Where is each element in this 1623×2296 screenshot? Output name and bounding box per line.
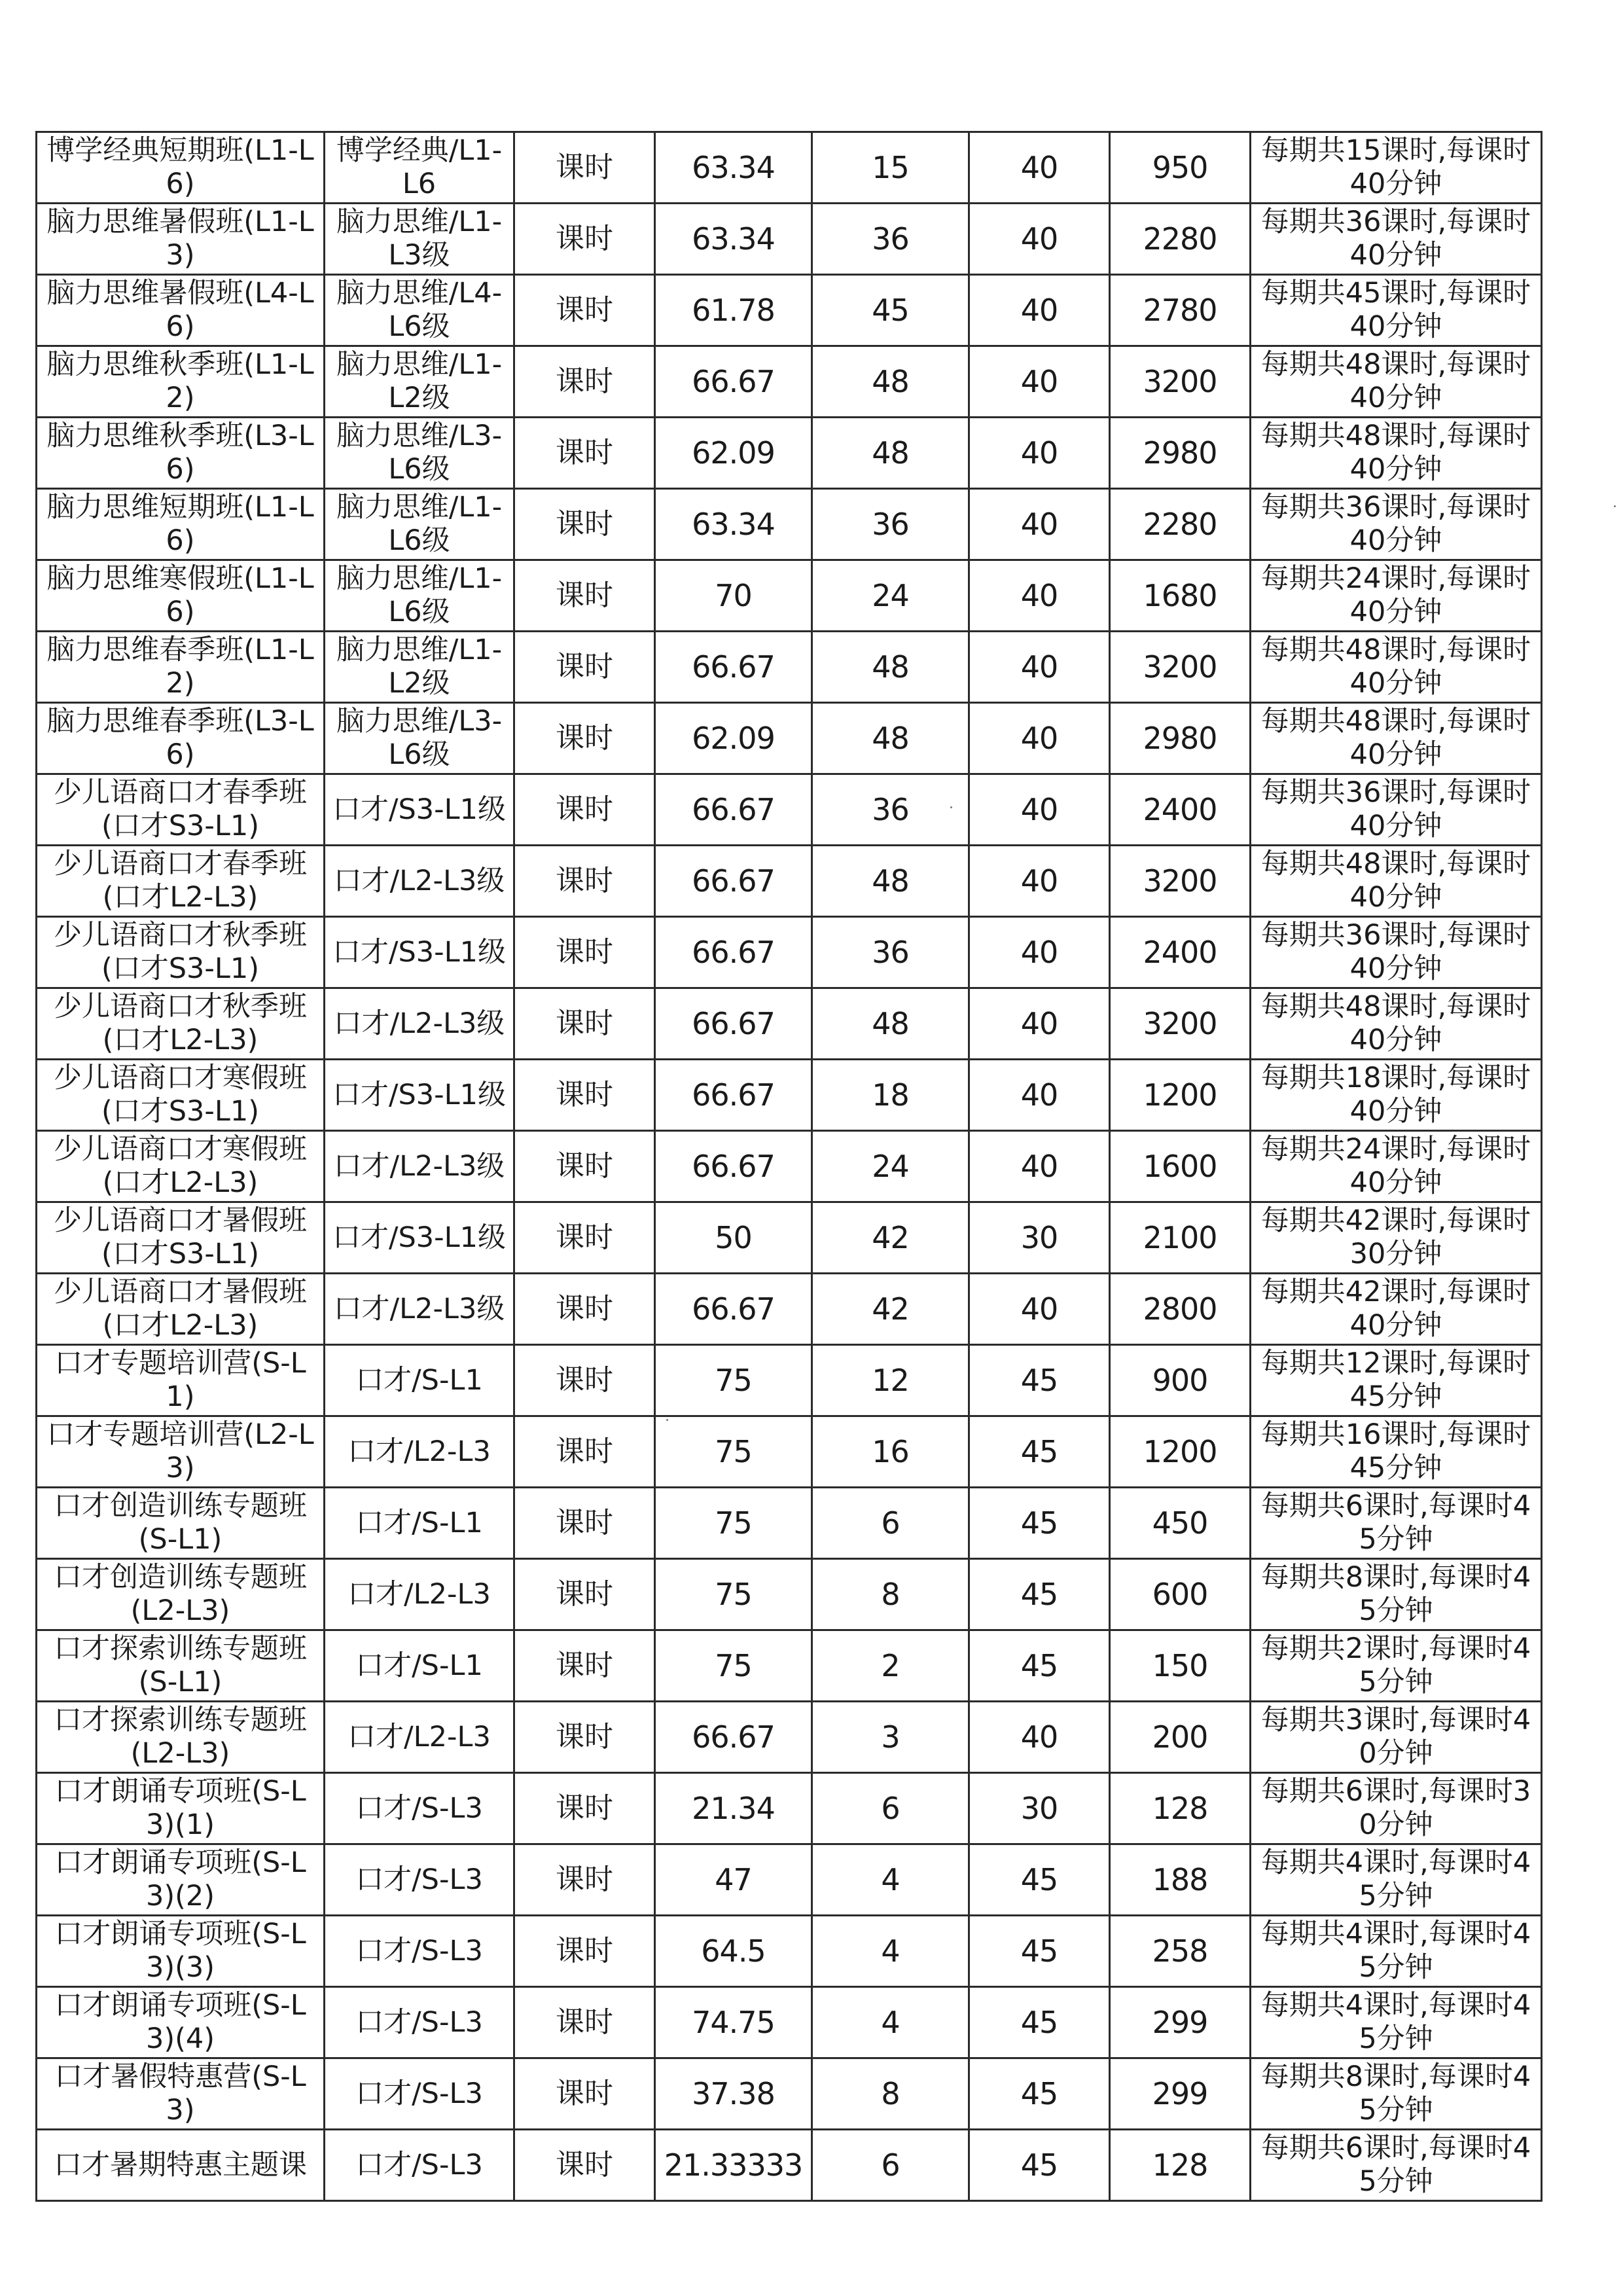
- description-cell: 每期共48课时,每课时40分钟: [1251, 703, 1542, 774]
- unit-cell: 课时: [514, 1202, 655, 1274]
- unit-cell: 课时: [514, 1702, 655, 1773]
- description-cell: 每期共48课时,每课时40分钟: [1251, 632, 1542, 703]
- total-fee-cell: 450: [1110, 1488, 1251, 1559]
- total-fee-cell: 128: [1110, 2130, 1251, 2201]
- lesson-minutes-cell: 40: [969, 275, 1110, 346]
- description-cell: 每期共6课时,每课时45分钟: [1251, 2130, 1542, 2201]
- lesson-count-cell: 42: [812, 1202, 969, 1274]
- unit-price-cell: 74.75: [655, 1987, 812, 2058]
- description-cell: 每期共15课时,每课时40分钟: [1251, 132, 1542, 204]
- unit-cell: 课时: [514, 1559, 655, 1630]
- unit-cell: 课时: [514, 2130, 655, 2201]
- grade-cell: 口才/S3-L1级: [325, 1202, 514, 1274]
- table-row: [37, 1630, 1542, 1702]
- unit-cell: 课时: [514, 1488, 655, 1559]
- lesson-minutes-cell: 45: [969, 1844, 1110, 1916]
- course-name-cell: 口才朗诵专项班(S-L3)(3): [37, 1916, 325, 1987]
- lesson-minutes-cell: 40: [969, 774, 1110, 846]
- total-fee-cell: 2980: [1110, 418, 1251, 489]
- table-row: [37, 1416, 1542, 1488]
- unit-price-cell: 70: [655, 560, 812, 632]
- description-cell: 每期共48课时,每课时40分钟: [1251, 346, 1542, 418]
- total-fee-cell: 299: [1110, 1987, 1251, 2058]
- lesson-minutes-cell: 45: [969, 1916, 1110, 1987]
- unit-price-cell: 66.67: [655, 1274, 812, 1345]
- unit-price-cell: 75: [655, 1488, 812, 1559]
- total-fee-cell: 2800: [1110, 1274, 1251, 1345]
- description-cell: 每期共24课时,每课时40分钟: [1251, 1131, 1542, 1202]
- total-fee-cell: 1680: [1110, 560, 1251, 632]
- lesson-count-cell: 36: [812, 204, 969, 275]
- course-name-cell: 少儿语商口才寒假班(口才L2-L3): [37, 1131, 325, 1202]
- course-name-cell: 少儿语商口才暑假班(口才L2-L3): [37, 1274, 325, 1345]
- grade-cell: 脑力思维/L1-L6级: [325, 489, 514, 560]
- description-cell: 每期共3课时,每课时40分钟: [1251, 1702, 1542, 1773]
- lesson-count-cell: 16: [812, 1416, 969, 1488]
- grade-cell: 脑力思维/L4-L6级: [325, 275, 514, 346]
- description-cell: 每期共36课时,每课时40分钟: [1251, 917, 1542, 988]
- lesson-count-cell: 48: [812, 346, 969, 418]
- total-fee-cell: 600: [1110, 1559, 1251, 1630]
- lesson-count-cell: 48: [812, 988, 969, 1060]
- course-name-cell: 口才朗诵专项班(S-L3)(1): [37, 1773, 325, 1844]
- table-row: [37, 346, 1542, 418]
- description-cell: 每期共16课时,每课时45分钟: [1251, 1416, 1542, 1488]
- course-name-cell: 脑力思维寒假班(L1-L6): [37, 560, 325, 632]
- lesson-count-cell: 2: [812, 1630, 969, 1702]
- grade-cell: 口才/L2-L3级: [325, 988, 514, 1060]
- total-fee-cell: 128: [1110, 1773, 1251, 1844]
- table-row: [37, 632, 1542, 703]
- table-row: [37, 774, 1542, 846]
- table-row: [37, 1916, 1542, 1987]
- grade-cell: 博学经典/L1-L6: [325, 132, 514, 204]
- unit-cell: 课时: [514, 489, 655, 560]
- total-fee-cell: 3200: [1110, 846, 1251, 917]
- table-row: [37, 489, 1542, 560]
- grade-cell: 口才/S-L3: [325, 1773, 514, 1844]
- description-cell: 每期共48课时,每课时40分钟: [1251, 418, 1542, 489]
- course-name-cell: 脑力思维春季班(L1-L2): [37, 632, 325, 703]
- total-fee-cell: 1200: [1110, 1416, 1251, 1488]
- unit-cell: 课时: [514, 1987, 655, 2058]
- table-row: [37, 418, 1542, 489]
- description-cell: 每期共8课时,每课时45分钟: [1251, 1559, 1542, 1630]
- unit-cell: 课时: [514, 1416, 655, 1488]
- lesson-minutes-cell: 45: [969, 1488, 1110, 1559]
- lesson-minutes-cell: 40: [969, 204, 1110, 275]
- total-fee-cell: 2780: [1110, 275, 1251, 346]
- lesson-count-cell: 6: [812, 2130, 969, 2201]
- lesson-count-cell: 48: [812, 846, 969, 917]
- description-cell: 每期共4课时,每课时45分钟: [1251, 1916, 1542, 1987]
- course-name-cell: 脑力思维春季班(L3-L6): [37, 703, 325, 774]
- lesson-count-cell: 4: [812, 1844, 969, 1916]
- scan-speck: [950, 806, 952, 808]
- total-fee-cell: 900: [1110, 1345, 1251, 1416]
- lesson-minutes-cell: 40: [969, 1274, 1110, 1345]
- unit-price-cell: 66.67: [655, 1702, 812, 1773]
- grade-cell: 口才/S-L3: [325, 1916, 514, 1987]
- table-row: [37, 2130, 1542, 2201]
- table-row: [37, 1559, 1542, 1630]
- lesson-count-cell: 8: [812, 2058, 969, 2130]
- unit-cell: 课时: [514, 1131, 655, 1202]
- total-fee-cell: 3200: [1110, 346, 1251, 418]
- grade-cell: 脑力思维/L1-L6级: [325, 560, 514, 632]
- description-cell: 每期共4课时,每课时45分钟: [1251, 1987, 1542, 2058]
- lesson-minutes-cell: 45: [969, 2058, 1110, 2130]
- unit-price-cell: 75: [655, 1559, 812, 1630]
- course-name-cell: 少儿语商口才寒假班(口才S3-L1): [37, 1060, 325, 1131]
- total-fee-cell: 188: [1110, 1844, 1251, 1916]
- lesson-minutes-cell: 45: [969, 1416, 1110, 1488]
- lesson-count-cell: 24: [812, 560, 969, 632]
- grade-cell: 脑力思维/L1-L2级: [325, 632, 514, 703]
- course-name-cell: 少儿语商口才秋季班(口才S3-L1): [37, 917, 325, 988]
- grade-cell: 口才/S-L1: [325, 1630, 514, 1702]
- lesson-minutes-cell: 45: [969, 1987, 1110, 2058]
- course-name-cell: 口才创造训练专题班(S-L1): [37, 1488, 325, 1559]
- course-name-cell: 少儿语商口才秋季班(口才L2-L3): [37, 988, 325, 1060]
- table-row: [37, 204, 1542, 275]
- table-row: [37, 1202, 1542, 1274]
- unit-price-cell: 66.67: [655, 917, 812, 988]
- description-cell: 每期共48课时,每课时40分钟: [1251, 846, 1542, 917]
- description-cell: 每期共8课时,每课时45分钟: [1251, 2058, 1542, 2130]
- lesson-minutes-cell: 45: [969, 1345, 1110, 1416]
- total-fee-cell: 2980: [1110, 703, 1251, 774]
- lesson-count-cell: 24: [812, 1131, 969, 1202]
- unit-price-cell: 62.09: [655, 418, 812, 489]
- lesson-count-cell: 48: [812, 703, 969, 774]
- lesson-count-cell: 3: [812, 1702, 969, 1773]
- grade-cell: 口才/L2-L3级: [325, 846, 514, 917]
- unit-price-cell: 75: [655, 1345, 812, 1416]
- lesson-minutes-cell: 45: [969, 2130, 1110, 2201]
- table-row: [37, 275, 1542, 346]
- total-fee-cell: 950: [1110, 132, 1251, 204]
- unit-cell: 课时: [514, 1630, 655, 1702]
- unit-price-cell: 21.33333: [655, 2130, 812, 2201]
- lesson-count-cell: 36: [812, 774, 969, 846]
- grade-cell: 口才/S-L3: [325, 1844, 514, 1916]
- table-row: [37, 703, 1542, 774]
- lesson-count-cell: 12: [812, 1345, 969, 1416]
- fee-table-sheet: [35, 131, 1541, 2202]
- description-cell: 每期共36课时,每课时40分钟: [1251, 489, 1542, 560]
- table-row: [37, 917, 1542, 988]
- lesson-minutes-cell: 40: [969, 632, 1110, 703]
- table-row: [37, 1274, 1542, 1345]
- unit-price-cell: 50: [655, 1202, 812, 1274]
- total-fee-cell: 258: [1110, 1916, 1251, 1987]
- unit-price-cell: 61.78: [655, 275, 812, 346]
- description-cell: 每期共24课时,每课时40分钟: [1251, 560, 1542, 632]
- unit-price-cell: 66.67: [655, 1060, 812, 1131]
- grade-cell: 口才/L2-L3级: [325, 1274, 514, 1345]
- description-cell: 每期共12课时,每课时45分钟: [1251, 1345, 1542, 1416]
- unit-cell: 课时: [514, 2058, 655, 2130]
- total-fee-cell: 299: [1110, 2058, 1251, 2130]
- unit-price-cell: 63.34: [655, 489, 812, 560]
- total-fee-cell: 1600: [1110, 1131, 1251, 1202]
- course-name-cell: 脑力思维秋季班(L3-L6): [37, 418, 325, 489]
- table-row: [37, 1987, 1542, 2058]
- lesson-minutes-cell: 45: [969, 1559, 1110, 1630]
- lesson-minutes-cell: 40: [969, 489, 1110, 560]
- unit-cell: 课时: [514, 346, 655, 418]
- course-name-cell: 脑力思维短期班(L1-L6): [37, 489, 325, 560]
- unit-price-cell: 66.67: [655, 846, 812, 917]
- unit-price-cell: 37.38: [655, 2058, 812, 2130]
- description-cell: 每期共6课时,每课时30分钟: [1251, 1773, 1542, 1844]
- lesson-minutes-cell: 40: [969, 346, 1110, 418]
- lesson-minutes-cell: 30: [969, 1773, 1110, 1844]
- unit-price-cell: 75: [655, 1630, 812, 1702]
- description-cell: 每期共6课时,每课时45分钟: [1251, 1488, 1542, 1559]
- lesson-minutes-cell: 45: [969, 1630, 1110, 1702]
- unit-price-cell: 66.67: [655, 632, 812, 703]
- lesson-minutes-cell: 40: [969, 703, 1110, 774]
- total-fee-cell: 3200: [1110, 632, 1251, 703]
- grade-cell: 口才/L2-L3: [325, 1416, 514, 1488]
- course-name-cell: 脑力思维暑假班(L4-L6): [37, 275, 325, 346]
- unit-price-cell: 66.67: [655, 1131, 812, 1202]
- description-cell: 每期共42课时,每课时30分钟: [1251, 1202, 1542, 1274]
- course-name-cell: 少儿语商口才暑假班(口才S3-L1): [37, 1202, 325, 1274]
- unit-cell: 课时: [514, 988, 655, 1060]
- lesson-minutes-cell: 40: [969, 560, 1110, 632]
- grade-cell: 口才/S3-L1级: [325, 917, 514, 988]
- grade-cell: 脑力思维/L1-L2级: [325, 346, 514, 418]
- total-fee-cell: 1200: [1110, 1060, 1251, 1131]
- course-name-cell: 口才朗诵专项班(S-L3)(2): [37, 1844, 325, 1916]
- total-fee-cell: 3200: [1110, 988, 1251, 1060]
- course-name-cell: 口才专题培训营(L2-L3): [37, 1416, 325, 1488]
- lesson-minutes-cell: 40: [969, 418, 1110, 489]
- grade-cell: 口才/S3-L1级: [325, 774, 514, 846]
- lesson-count-cell: 8: [812, 1559, 969, 1630]
- description-cell: 每期共2课时,每课时45分钟: [1251, 1630, 1542, 1702]
- grade-cell: 口才/S-L3: [325, 2130, 514, 2201]
- grade-cell: 口才/S3-L1级: [325, 1060, 514, 1131]
- unit-cell: 课时: [514, 1274, 655, 1345]
- unit-price-cell: 66.67: [655, 346, 812, 418]
- description-cell: 每期共48课时,每课时40分钟: [1251, 988, 1542, 1060]
- unit-cell: 课时: [514, 632, 655, 703]
- grade-cell: 口才/L2-L3级: [325, 1131, 514, 1202]
- grade-cell: 口才/S-L3: [325, 2058, 514, 2130]
- lesson-count-cell: 18: [812, 1060, 969, 1131]
- lesson-count-cell: 42: [812, 1274, 969, 1345]
- course-name-cell: 脑力思维秋季班(L1-L2): [37, 346, 325, 418]
- unit-cell: 课时: [514, 1060, 655, 1131]
- unit-price-cell: 64.5: [655, 1916, 812, 1987]
- table-row: [37, 1131, 1542, 1202]
- table-row: [37, 1345, 1542, 1416]
- scan-speck: [666, 1419, 668, 1421]
- unit-cell: 课时: [514, 917, 655, 988]
- unit-cell: 课时: [514, 275, 655, 346]
- lesson-minutes-cell: 40: [969, 1131, 1110, 1202]
- unit-price-cell: 62.09: [655, 703, 812, 774]
- unit-cell: 课时: [514, 846, 655, 917]
- unit-price-cell: 47: [655, 1844, 812, 1916]
- table-row: [37, 1488, 1542, 1559]
- lesson-count-cell: 6: [812, 1488, 969, 1559]
- table-row: [37, 132, 1542, 204]
- grade-cell: 口才/L2-L3: [325, 1702, 514, 1773]
- unit-price-cell: 75: [655, 1416, 812, 1488]
- fee-table-body: [37, 132, 1542, 2201]
- description-cell: 每期共18课时,每课时40分钟: [1251, 1060, 1542, 1131]
- total-fee-cell: 2100: [1110, 1202, 1251, 1274]
- lesson-count-cell: 36: [812, 489, 969, 560]
- unit-cell: 课时: [514, 1844, 655, 1916]
- grade-cell: 脑力思维/L3-L6级: [325, 703, 514, 774]
- lesson-count-cell: 6: [812, 1773, 969, 1844]
- course-name-cell: 脑力思维暑假班(L1-L3): [37, 204, 325, 275]
- unit-cell: 课时: [514, 418, 655, 489]
- scan-speck: [1614, 505, 1616, 507]
- total-fee-cell: 150: [1110, 1630, 1251, 1702]
- course-name-cell: 口才探索训练专题班(L2-L3): [37, 1702, 325, 1773]
- unit-cell: 课时: [514, 703, 655, 774]
- table-row: [37, 988, 1542, 1060]
- lesson-minutes-cell: 40: [969, 1702, 1110, 1773]
- grade-cell: 脑力思维/L3-L6级: [325, 418, 514, 489]
- lesson-count-cell: 45: [812, 275, 969, 346]
- description-cell: 每期共36课时,每课时40分钟: [1251, 204, 1542, 275]
- unit-price-cell: 66.67: [655, 988, 812, 1060]
- unit-cell: 课时: [514, 132, 655, 204]
- course-name-cell: 口才朗诵专项班(S-L3)(4): [37, 1987, 325, 2058]
- total-fee-cell: 2280: [1110, 204, 1251, 275]
- lesson-count-cell: 15: [812, 132, 969, 204]
- table-row: [37, 560, 1542, 632]
- course-name-cell: 少儿语商口才春季班(口才S3-L1): [37, 774, 325, 846]
- unit-price-cell: 21.34: [655, 1773, 812, 1844]
- grade-cell: 口才/S-L1: [325, 1345, 514, 1416]
- unit-cell: 课时: [514, 1773, 655, 1844]
- unit-cell: 课时: [514, 1345, 655, 1416]
- lesson-count-cell: 4: [812, 1987, 969, 2058]
- course-name-cell: 少儿语商口才春季班(口才L2-L3): [37, 846, 325, 917]
- lesson-count-cell: 48: [812, 632, 969, 703]
- unit-cell: 课时: [514, 1916, 655, 1987]
- unit-price-cell: 63.34: [655, 132, 812, 204]
- table-row: [37, 1702, 1542, 1773]
- total-fee-cell: 2400: [1110, 917, 1251, 988]
- lesson-count-cell: 4: [812, 1916, 969, 1987]
- table-row: [37, 1844, 1542, 1916]
- table-row: [37, 2058, 1542, 2130]
- description-cell: 每期共42课时,每课时40分钟: [1251, 1274, 1542, 1345]
- course-name-cell: 口才暑期特惠主题课: [37, 2130, 325, 2201]
- course-name-cell: 博学经典短期班(L1-L6): [37, 132, 325, 204]
- total-fee-cell: 2400: [1110, 774, 1251, 846]
- grade-cell: 口才/S-L1: [325, 1488, 514, 1559]
- grade-cell: 脑力思维/L1-L3级: [325, 204, 514, 275]
- total-fee-cell: 200: [1110, 1702, 1251, 1773]
- description-cell: 每期共4课时,每课时45分钟: [1251, 1844, 1542, 1916]
- unit-price-cell: 63.34: [655, 204, 812, 275]
- lesson-minutes-cell: 40: [969, 1060, 1110, 1131]
- total-fee-cell: 2280: [1110, 489, 1251, 560]
- unit-cell: 课时: [514, 560, 655, 632]
- table-row: [37, 846, 1542, 917]
- lesson-minutes-cell: 40: [969, 917, 1110, 988]
- lesson-minutes-cell: 40: [969, 846, 1110, 917]
- course-name-cell: 口才探索训练专题班(S-L1): [37, 1630, 325, 1702]
- lesson-count-cell: 48: [812, 418, 969, 489]
- table-row: [37, 1060, 1542, 1131]
- table-row: [37, 1773, 1542, 1844]
- unit-price-cell: 66.67: [655, 774, 812, 846]
- lesson-count-cell: 36: [812, 917, 969, 988]
- unit-cell: 课时: [514, 204, 655, 275]
- course-name-cell: 口才暑假特惠营(S-L3): [37, 2058, 325, 2130]
- course-name-cell: 口才专题培训营(S-L1): [37, 1345, 325, 1416]
- lesson-minutes-cell: 40: [969, 988, 1110, 1060]
- description-cell: 每期共36课时,每课时40分钟: [1251, 774, 1542, 846]
- lesson-minutes-cell: 30: [969, 1202, 1110, 1274]
- description-cell: 每期共45课时,每课时40分钟: [1251, 275, 1542, 346]
- lesson-minutes-cell: 40: [969, 132, 1110, 204]
- course-name-cell: 口才创造训练专题班(L2-L3): [37, 1559, 325, 1630]
- grade-cell: 口才/L2-L3: [325, 1559, 514, 1630]
- fee-table: [35, 131, 1543, 2202]
- grade-cell: 口才/S-L3: [325, 1987, 514, 2058]
- unit-cell: 课时: [514, 774, 655, 846]
